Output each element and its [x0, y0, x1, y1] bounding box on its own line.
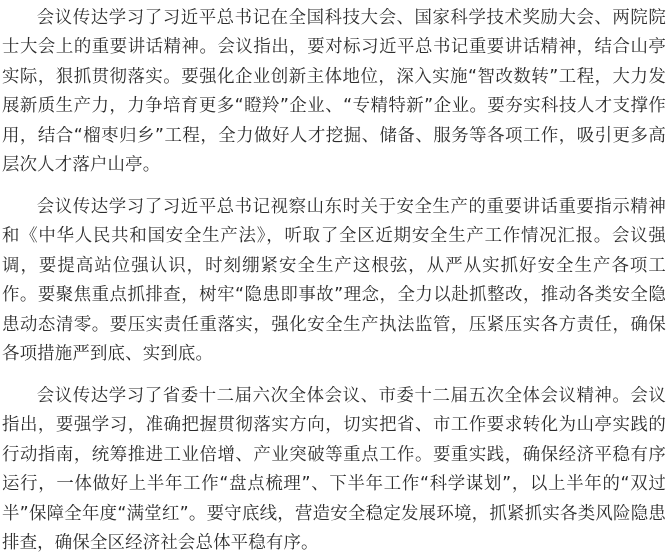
paragraph-science-technology: 会议传达学习了习近平总书记在全国科技大会、国家科学技术奖励大会、两院院士大会上的重要讲话精神。会议指出，要对标习近平总书记重要讲话精神，结合山亭实际，狠抓贯彻落实。要强化企业创新主体地位，深入实施“智改数转”工程，大力发展新质生产力，力争培育更多“瞪羚”企业、“专精特新”企业。要夯实科技人才支撑作用，结合“榴枣归乡”工程，全力做好人才挖掘、储备、服务等各项工作，吸引更多高层次人才落户山亭。 [2, 8, 666, 176]
paragraph-safety-production: 会议传达学习了习近平总书记视察山东时关于安全生产的重要讲话重要指示精神和《中华人民共和国安全生产法》，听取了全区近期安全生产工作情况汇报。会议强调，要提高站位强认识，时刻绷紧安全生产这根弦，从严从实抓好安全生产各项工作。要聚焦重点抓排查，树牢“隐患即事故”理念，全力以赴抓整改，推动各类安全隐患动态清零。要压实责任重落实，强化安全生产执法监管，压紧压实各方责任，确保各项措施严到底、实到底。 [2, 197, 666, 365]
paragraph-plenary-sessions: 会议传达学习了省委十二届六次全体会议、市委十二届五次全体会议精神。会议指出，要强学习，准确把握贯彻落实方向，切实把省、市工作要求转化为山亭实践的行动指南，统筹推进工业倍增、产业突破等重点工作。要重实践，确保经济平稳有序运行，一体做好上半年工作“盘点梳理”、下半年工作“科学谋划”，以上半年的“双过半”保障全年度“满堂红”。要守底线，营造安全稳定发展环境，抓紧抓实各类风险隐患排查，确保全区经济社会总体平稳有序。 [2, 386, 666, 554]
